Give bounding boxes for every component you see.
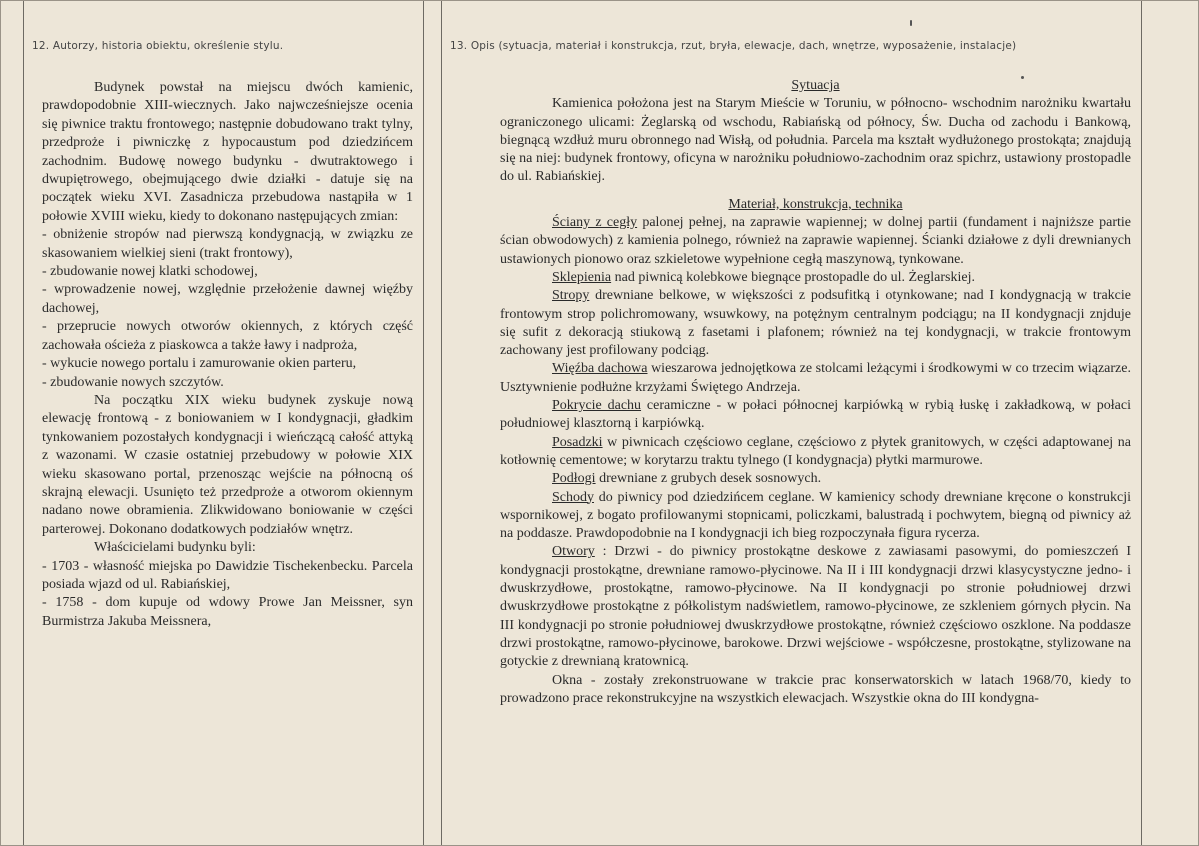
right-column-header: 13. Opis (sytuacja, materiał i konstrukcja, rzut, bryła, elewacje, dach, wnętrze, wyposażenie, instalacje) <box>450 40 1017 52</box>
spacer <box>500 187 1131 196</box>
item-pokrycie <box>500 397 1131 434</box>
item-sciany <box>500 214 1131 269</box>
scan-mark <box>910 20 912 26</box>
item-wiezba <box>500 360 1131 397</box>
left-column <box>23 1 424 845</box>
change-item: - przeprucie nowych otworów okiennych, z których część zachowała ościeża z piaskowca a także ławy i nadproża, <box>42 319 413 353</box>
change-item: - wprowadzenie nowej, względnie przełożenie dawnej więźby dachowej, <box>42 282 413 316</box>
paragraph-19th-century: Na początku XIX wieku budynek zyskuje nową elewację frontową - z boniowaniem w I kondygnacji, gładkim tynkowaniem pozostałych kondygnacji i wieńczącą całość attyką z wazonami. W czasie ostatniej przebudowy w połowie XIX wieku skasowano portal, przenosząc wejście na północną oś skrajną elewacji. Usunięto też przedproże a otworom okiennym nadano nowe obramienia. Zlikwidowano boniowanie w części parterowej. Dokonano dodatkowych podziałów wnętrz. <box>42 392 413 537</box>
term-label: Sklepienia <box>552 269 612 285</box>
item-schody <box>500 489 1131 544</box>
item-otwory <box>500 543 1131 671</box>
term-text: ceramiczne - w połaci północnej karpiówką w rybią łuskę i zakładkową, w połaci południowej klasztorną i karpiówką. <box>500 398 1131 432</box>
change-item: - zbudowanie nowych szczytów. <box>42 374 224 390</box>
item-podlogi <box>500 470 1131 488</box>
term-text: wieszarowa jednojętkowa ze stolcami leżącymi i środkowymi w co trzecim wiązarze. Usztywnienie podłużne krzyżami Świętego Andrzeja. <box>500 361 1131 395</box>
right-column-text <box>500 77 1131 708</box>
change-item: - wykucie nowego portalu i zamurowanie okien parteru, <box>42 356 357 372</box>
left-column-text <box>42 79 413 631</box>
term-text: drewniane z grubych desek sosnowych. <box>595 471 822 487</box>
term-text: w piwnicach częściowo ceglane, częściowo z płytek granitowych, w części adaptowanej na kotłownię cementowe; w korytarzu traktu tylnego (I kondygnacja) płytki marmurowe. <box>500 434 1131 468</box>
term-label: Podłogi <box>552 471 596 487</box>
term-text: : Drzwi - do piwnicy prostokątne deskowe z zawiasami pasowymi, do pomieszczeń I kondygnacji prostokątne, drewniane ramowo-płycinowe. Na II i III kondygnacji drzwi klasycystyczne jedno- i dwuskrzydłowe, prostokątne, ramowo-płycinowe. Na II kondygnacji po stronie południowej drzwi dwuskrzydłowe prostokątne z półkolistym nadświetlem, ramowo-płycinowe, ze szkleniem górnych płycin. Na III kondygnacji po stronie południowej dwuskrzydłowe prostokątne, również częściowo oszklone. Na poddasze drzwi prostokątne, ramowo-płycinowe, barokowe. Drzwi wejściowe - współczesne, prostokątne, stylizowane na gotyckie z drewnianą kratownicą. <box>500 544 1131 670</box>
right-column <box>441 1 1142 845</box>
term-label: Schody <box>552 489 594 505</box>
paragraph-sytuacja: Kamienica położona jest na Starym Mieście w Toruniu, w północno- wschodnim narożniku kwartału ograniczonego ulicami: Żeglarską od wschodu, Rabiańską od północy, Św. Ducha od zachodu i Bankową, biegnącą wzdłuż muru obronnego nad Wisłą, od południa. Parcela ma kształt wydłużonego prostokąta; znajdują się na niej: budynek frontowy, oficyna w narożniku południowo-zachodnim oraz spichrz, ustawiony prostopadle do ul. Rabiańskiej. <box>500 96 1131 185</box>
term-text: palonej pełnej, na zaprawie wapiennej; w dolnej partii (fundament i najniższe partie ścian obwodowych) z kamienia polnego, również na zaprawie wapiennej. Ścianki działowe z dyli drewnianych ustawionych pionowo oraz szkieletowe wypełnione cegłą maszynową, tynkowane. <box>500 215 1131 267</box>
term-text: drewniane belkowe, w większości z podsufitką i otynkowane; nad I kondygnacją w trakcie frontowym strop polichromowany, wsuwkowy, na potężnym centralnym podciągu; na II kondygnacji znjduje się sufit z dekoracją stiukową z fasetami i plafonem; również na tej kondygnacji, w trakcie frontowym zachowany jest profilowany podciąg. <box>500 288 1131 359</box>
term-label: Pokrycie dachu <box>552 398 642 414</box>
term-label: Otwory <box>552 544 595 560</box>
term-label: Posadzki <box>552 434 603 450</box>
section-title-sytuacja: Sytuacja <box>791 78 840 93</box>
term-label: Ściany z cegły <box>552 215 638 231</box>
owners-heading: Właścicielami budynku byli: <box>94 540 256 556</box>
item-stropy <box>500 287 1131 360</box>
owner-item: - 1703 - własność miejska po Dawidzie Tischekenbecku. Parcela posiada wjazd od ul. Rabiańskiej, <box>42 558 413 592</box>
change-item: - zbudowanie nowej klatki schodowej, <box>42 264 258 280</box>
term-label: Więźba dachowa <box>552 361 648 377</box>
left-column-header: 12. Autorzy, historia obiektu, określenie stylu. <box>32 40 284 52</box>
section-title-material: Materiał, konstrukcja, technika <box>728 196 903 212</box>
paragraph-okna: Okna - zostały zrekonstruowane w trakcie prac konserwatorskich w latach 1968/70, kiedy to prowadzono prace rekonstrukcyjne na wszystkich elewacjach. Wszystkie okna do III kondygna- <box>500 672 1131 706</box>
scan-mark <box>1021 76 1024 79</box>
owner-item: - 1758 - dom kupuje od wdowy Prowe Jan Meissner, syn Burmistrza Jakuba Meissnera, <box>42 595 413 629</box>
paragraph-history-intro: Budynek powstał na miejscu dwóch kamienic, prawdopodobnie XIII-wiecznych. Jako najwcześniejsze ocenia się piwnice traktu frontowego; następnie dobudowano trakt tylny, przedproże i piwniczkę z hypocaustum pod dziedzińcem zachodnim. Budowę nowego budynku - dwutraktowego i dwupiętrowego, obejmującego dwie działki - datuje się na początek wieku XVI. Zasadnicza przebudowa nastąpiła w 1 połowie XVIII wieku, kiedy to dokonano następujących zmian: <box>42 80 413 224</box>
item-sklepienia <box>500 269 1131 287</box>
term-label: Stropy <box>552 288 590 304</box>
term-text: do piwnicy pod dziedzińcem ceglane. W kamienicy schody drewniane kręcone o konstrukcji wspornikowej, z bogato profilowanymi stopnicami, policzkami, balustradą i pochwytem, biegną od piwnicy aż na poddasze. Prawdopodobnie na I kondygnacji ich bieg rozpoczynała figura rycerza. <box>500 489 1131 542</box>
change-item: - obniżenie stropów nad pierwszą kondygnacją, w związku ze skasowaniem wielkiej sieni (trakt frontowy), <box>42 227 413 261</box>
item-posadzki <box>500 434 1131 471</box>
term-text: nad piwnicą kolebkowe biegnące prostopadle do ul. Żeglarskiej. <box>611 269 975 285</box>
